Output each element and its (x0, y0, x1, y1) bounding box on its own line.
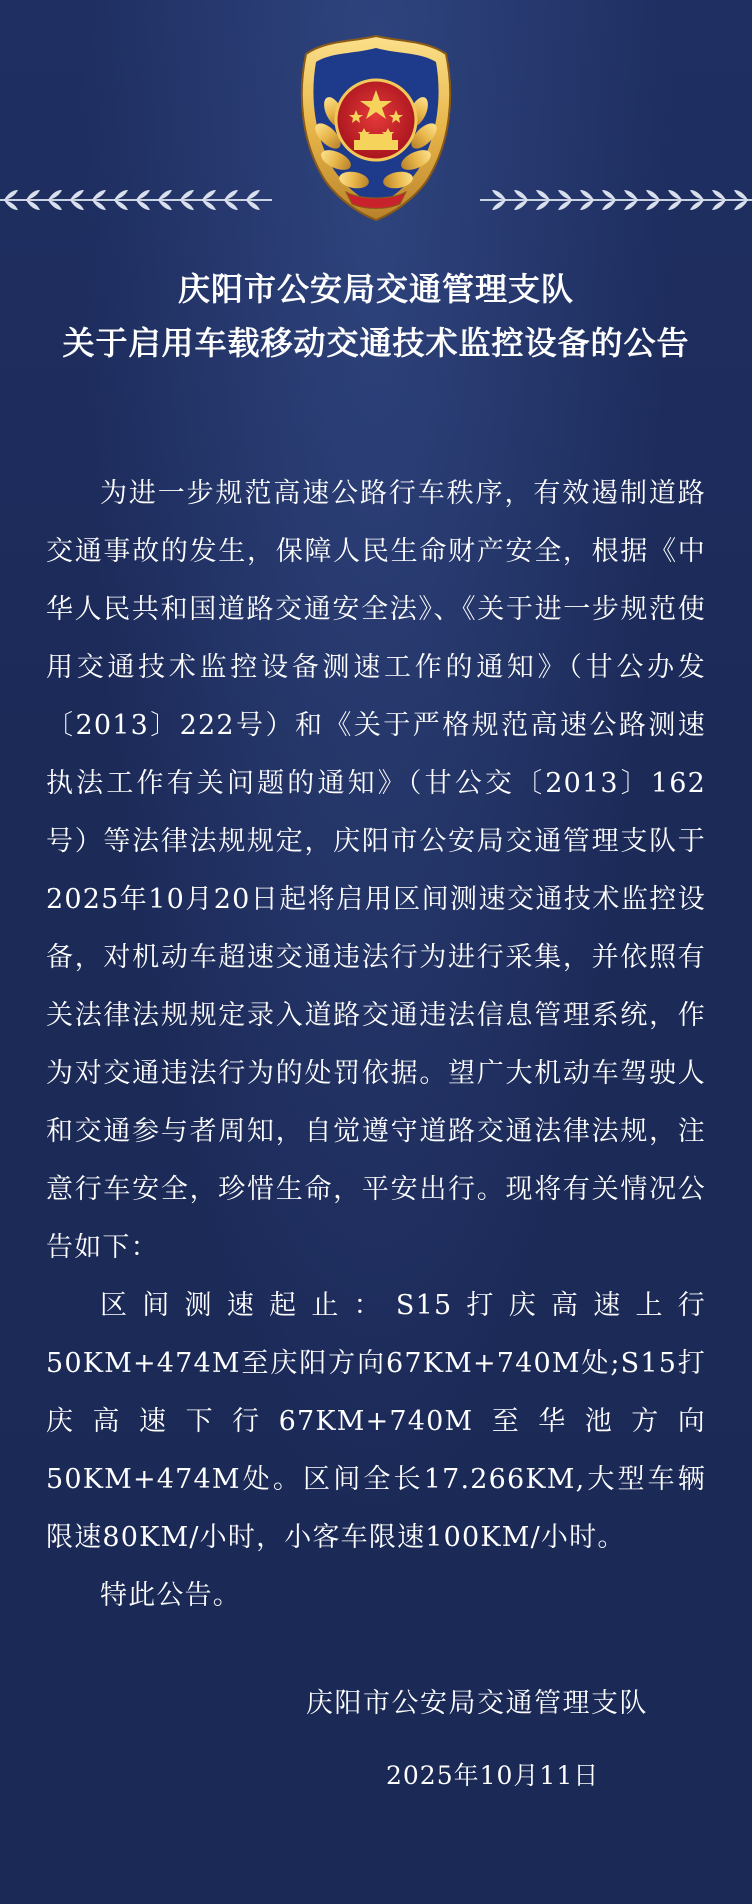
body-paragraph-1: 为进一步规范高速公路行车秩序，有效遏制道路交通事故的发生，保障人民生命财产安全，根据《中华人民共和国道路交通安全法》、《关于进一步规范使用交通技术监控设备测速工作的通知》（甘公办发〔2013〕222号）和《关于严格规范高速公路测速执法工作有关问题的通知》（甘公交〔2013〕162号）等法律法规规定，庆阳市公安局交通管理支队于2025年10月20日起将启用区间测速交通技术监控设备，对机动车超速交通违法行为进行采集，并依照有关法律法规规定录入道路交通违法信息管理系统，作为对交通违法行为的处罚依据。望广大机动车驾驶人和交通参与者周知，自觉遵守道路交通法律法规，注意行车安全，珍惜生命，平安出行。现将有关情况公告如下： (46, 478, 706, 1263)
notice-title (0, 262, 752, 370)
wheat-band-right-ornament (480, 186, 752, 214)
title-line-2: 关于启用车载移动交通技术监控设备的公告 (62, 324, 690, 362)
issuer-signature: 庆阳市公安局交通管理支队 (306, 1688, 648, 1719)
title-line-1: 庆阳市公安局交通管理支队 (177, 270, 574, 308)
police-emblem-icon (276, 32, 476, 224)
notice-body (46, 465, 706, 1625)
wheat-band-left-ornament (0, 186, 272, 214)
body-paragraph-2: 区间测速起止：S15打庆高速上行50KM+474M至庆阳方向67KM+740M处;S15打庆高速下行67KM+740M至华池方向50KM+474M处。区间全长17.266KM,大型车辆限速80KM/小时，小客车限速100KM/小时。 (46, 1290, 706, 1553)
body-paragraph-3: 特此公告。 (100, 1580, 241, 1611)
issue-date: 2025年10月11日 (386, 1761, 600, 1790)
